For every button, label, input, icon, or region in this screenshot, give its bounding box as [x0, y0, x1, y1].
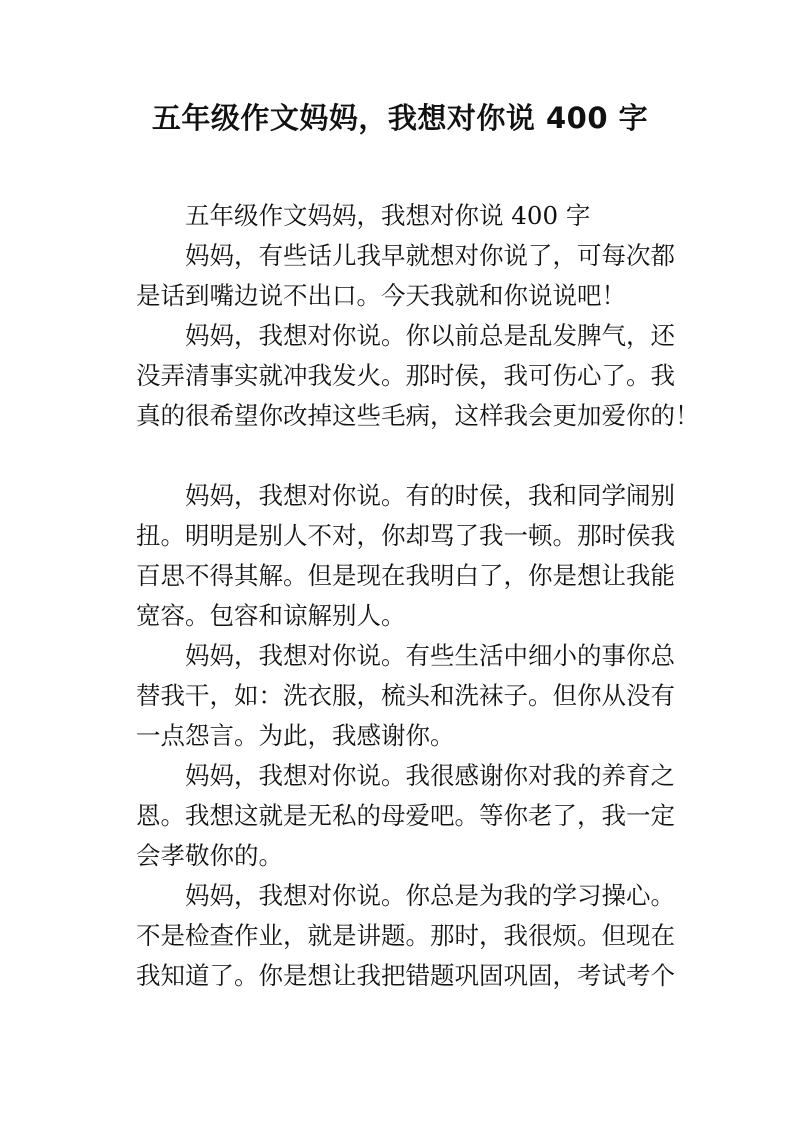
paragraph-line: 五年级作文妈妈，我想对你说 400 字	[185, 201, 591, 230]
paragraph-line: 真的很希望你改掉这些毛病，这样我会更加爱你的！	[136, 401, 700, 430]
paragraph-line: 妈妈，我想对你说。你以前总是乱发脾气，还	[185, 321, 675, 350]
paragraph-line: 我知道了。你是想让我把错题巩固巩固，考试考个	[136, 961, 675, 990]
paragraph-gap	[136, 436, 668, 476]
paragraph-line: 会孝敬你的。	[136, 841, 283, 870]
paragraph-line: 不是检查作业，就是讲题。那时，我很烦。但现在	[136, 921, 675, 950]
paragraph-line: 妈妈，有些话儿我早就想对你说了，可每次都	[185, 241, 675, 270]
document-title: 五年级作文妈妈，我想对你说 400 字	[151, 101, 649, 135]
paragraph-line: 恩。我想这就是无私的母爱吧。等你老了，我一定	[136, 801, 675, 830]
paragraph-line: 替我干，如：洗衣服，梳头和洗袜子。但你从没有	[136, 681, 675, 710]
paragraph-line: 是话到嘴边说不出口。今天我就和你说说吧！	[136, 281, 626, 310]
paragraph-line: 妈妈，我想对你说。你总是为我的学习操心。	[185, 881, 675, 910]
document-body	[136, 196, 700, 996]
paragraph-line: 妈妈，我想对你说。有的时侯，我和同学闹别	[185, 481, 675, 510]
paragraph-line: 妈妈，我想对你说。我很感谢你对我的养育之	[185, 761, 675, 790]
paragraph-line: 没弄清事实就冲我发火。那时侯，我可伤心了。我	[136, 361, 675, 390]
paragraph-line: 扭。明明是别人不对，你却骂了我一顿。那时侯我	[136, 521, 675, 550]
paragraph-line: 妈妈，我想对你说。有些生活中细小的事你总	[185, 641, 675, 670]
paragraph-line: 百思不得其解。但是现在我明白了，你是想让我能	[136, 561, 675, 590]
paragraph-line: 宽容。包容和谅解别人。	[136, 601, 406, 630]
paragraph-line: 一点怨言。为此，我感谢你。	[136, 721, 455, 750]
